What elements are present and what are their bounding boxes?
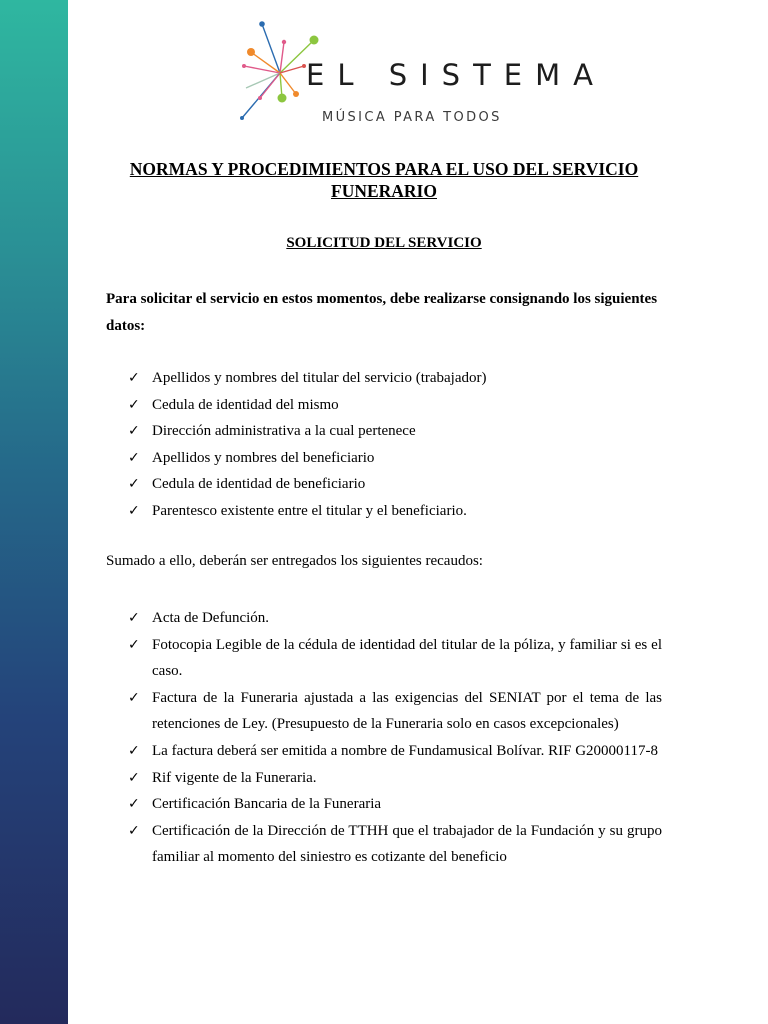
list-item: ✓ Parentesco existente entre el titular y el beneficiario. xyxy=(126,498,662,525)
checkmark-icon: ✓ xyxy=(128,689,140,706)
list-item: ✓ Apellidos y nombres del titular del servicio (trabajador) xyxy=(126,365,662,392)
checkmark-icon: ✓ xyxy=(128,423,140,440)
checkmark-icon: ✓ xyxy=(128,610,140,626)
intro-paragraph: Para solicitar el servicio en estos momentos, debe realizarse consignando los siguientes datos: xyxy=(106,291,658,334)
list-item: ✓ Certificación de la Dirección de TTHH que el trabajador de la Fundación y su grupo familiar al momento del siniestro es cotizante del beneficio xyxy=(126,818,662,871)
checkmark-icon: ✓ xyxy=(128,502,140,519)
document-page xyxy=(68,0,768,1024)
list-item: ✓ Rif vigente de la Funeraria. xyxy=(126,765,662,792)
checkmark-icon: ✓ xyxy=(128,370,140,386)
logo-tagline: MÚSICA PARA TODOS xyxy=(322,110,502,125)
el-sistema-logo xyxy=(234,18,606,126)
list-item: ✓ Fotocopia Legible de la cédula de identidad del titular de la póliza, y familiar si es el caso. xyxy=(126,632,662,685)
checkmark-icon: ✓ xyxy=(128,769,140,786)
list-item: ✓ Apellidos y nombres del beneficiario xyxy=(126,445,662,472)
list-item: ✓ Cedula de identidad del mismo xyxy=(126,392,662,419)
list-item: ✓ Dirección administrativa a la cual pertenece xyxy=(126,418,662,445)
list-item: ✓ Acta de Defunción. xyxy=(126,605,662,632)
logo-name: EL SISTEMA xyxy=(306,58,606,92)
list-item: ✓ La factura deberá ser emitida a nombre de Fundamusical Bolívar. RIF G20000117-8 xyxy=(126,738,662,765)
checkmark-icon: ✓ xyxy=(128,636,140,653)
required-documents-list xyxy=(126,605,662,871)
list-item: ✓ Certificación Bancaria de la Funeraria xyxy=(126,791,662,818)
checkmark-icon: ✓ xyxy=(128,396,140,413)
section-heading: SOLICITUD DEL SERVICIO xyxy=(286,235,482,251)
required-data-list xyxy=(126,365,662,525)
documents-paragraph: Sumado a ello, deberán ser entregados los siguientes recaudos: xyxy=(106,553,483,569)
checkmark-icon: ✓ xyxy=(128,742,140,759)
checkmark-icon: ✓ xyxy=(128,449,140,466)
checkmark-icon: ✓ xyxy=(128,822,140,839)
list-item: ✓ Factura de la Funeraria ajustada a las exigencias del SENIAT por el tema de las retenciones de Ley. (Presupuesto de la Funeraria solo en casos excepcionales) xyxy=(126,685,662,738)
checkmark-icon: ✓ xyxy=(128,476,140,493)
checkmark-icon: ✓ xyxy=(128,796,140,813)
list-item: ✓ Cedula de identidad de beneficiario xyxy=(126,471,662,498)
decorative-side-band xyxy=(0,0,68,1024)
document-title: NORMAS Y PROCEDIMIENTOS PARA EL USO DEL SERVICIO FUNERARIO xyxy=(129,159,639,201)
